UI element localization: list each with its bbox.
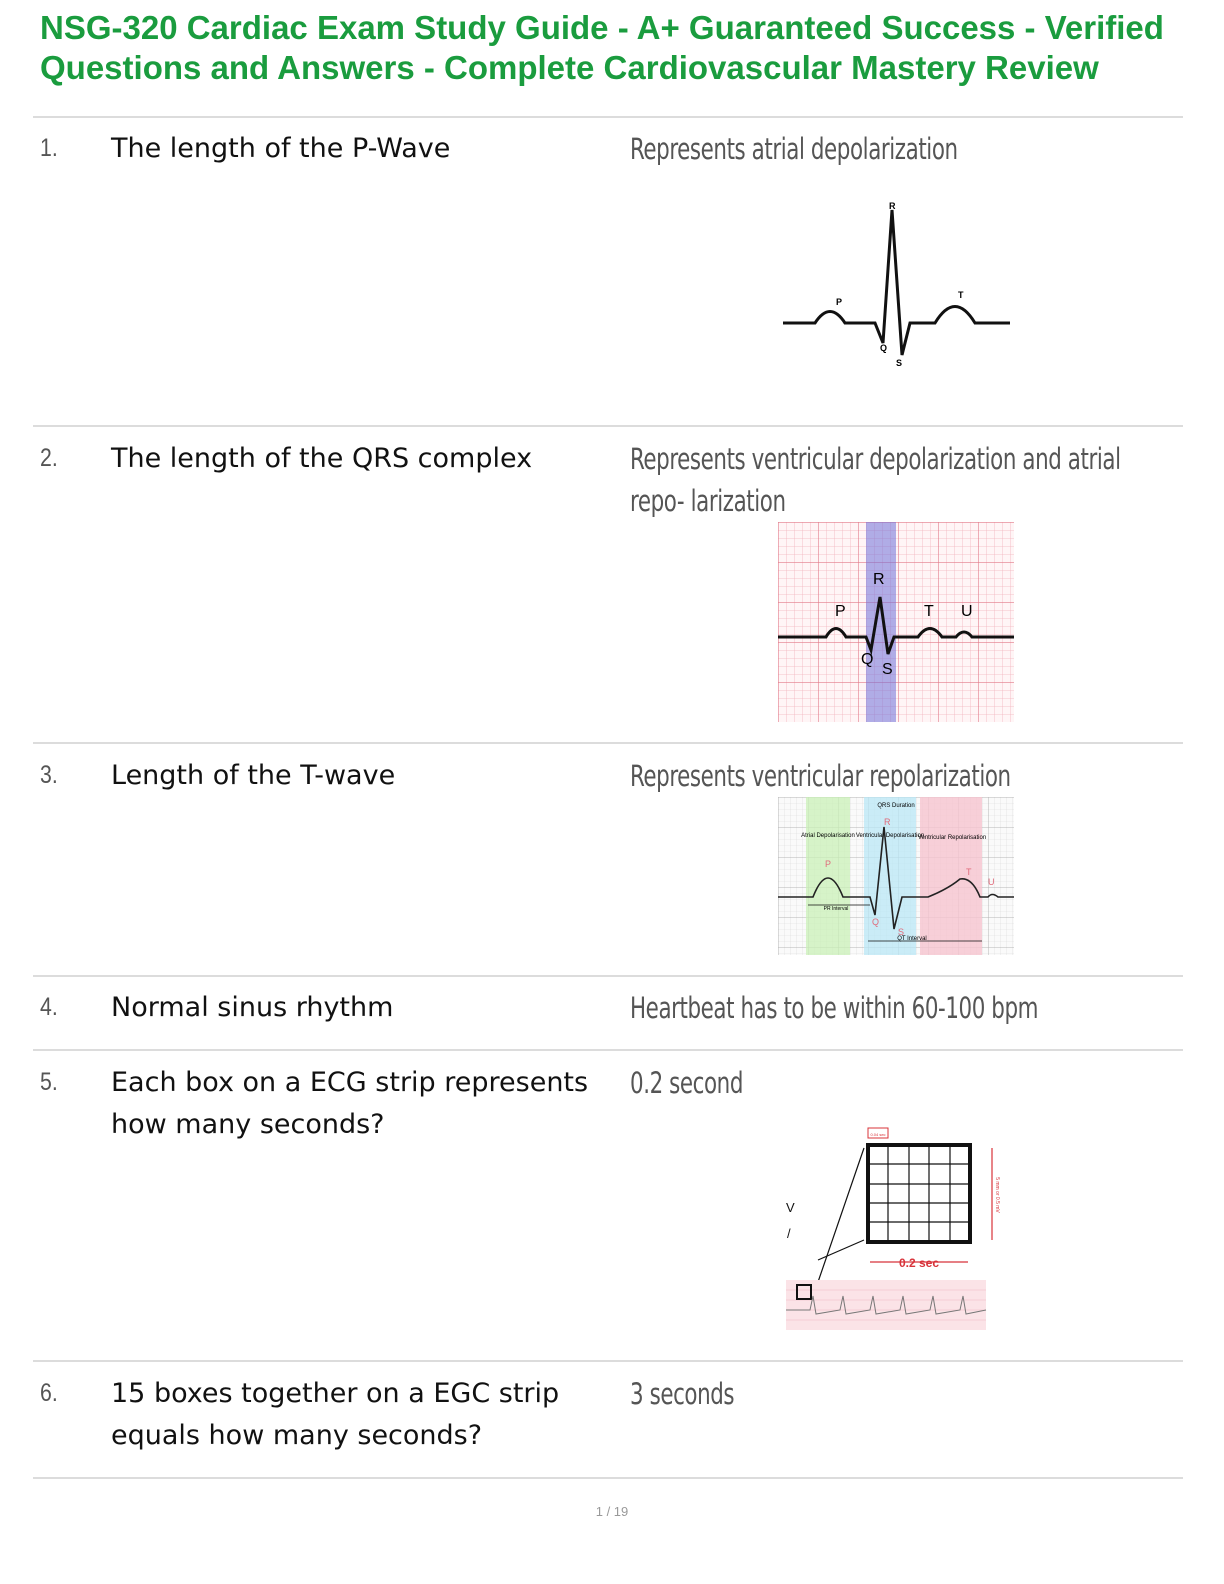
label-p: P <box>825 859 832 869</box>
question-text: The length of the QRS complex <box>111 443 533 474</box>
divider <box>33 742 1183 744</box>
label-slash: / <box>787 1226 791 1241</box>
label-s: S <box>882 661 893 678</box>
qrs-highlight <box>866 522 896 722</box>
item-number: 2. <box>40 444 58 472</box>
question-text: Normal sinus rhythm <box>111 992 394 1023</box>
label-r: R <box>889 201 896 211</box>
divider <box>33 975 1183 977</box>
answer-text: 0.2 second <box>630 1066 744 1100</box>
document-title: NSG-320 Cardiac Exam Study Guide - A+ Guaranteed Success - Verified Questions and Answers - Complete Cardiovascular Mastery Review <box>40 9 1164 86</box>
label-u: U <box>961 603 973 620</box>
page-number: 1 / 19 <box>595 1504 629 1519</box>
ecg-intervals-figure <box>778 797 1014 955</box>
qrs-duration-label: QRS Duration <box>877 803 915 809</box>
ventricular-repol-label: Ventricular Repolarisation <box>917 835 987 841</box>
answer-text: Heartbeat has to be within 60-100 bpm <box>630 991 1039 1025</box>
answer-text: Represents ventricular depolarization and atrial repo- larization <box>630 442 1121 518</box>
question-text: 15 boxes together on a EGC strip equals how many seconds? <box>111 1378 560 1451</box>
label-p: P <box>836 297 843 307</box>
answer-text: Represents atrial depolarization <box>630 132 958 166</box>
label-r: R <box>873 571 885 588</box>
ecg-grid-figure <box>778 522 1014 722</box>
question-text: The length of the P-Wave <box>111 133 451 164</box>
large-box <box>868 1145 970 1242</box>
label-t: T <box>924 603 934 620</box>
qt-interval-label: QT Interval <box>897 936 927 942</box>
label-s: S <box>898 927 905 937</box>
ecg-trace <box>783 210 1010 355</box>
small-box-label: 0.04 sec <box>870 1132 886 1137</box>
label-t: T <box>966 867 972 877</box>
item-number: 3. <box>40 761 58 789</box>
divider <box>33 1049 1183 1051</box>
label-u: U <box>988 877 995 887</box>
divider <box>33 1360 1183 1362</box>
atrial-label: Atrial Depolarisation <box>801 833 855 839</box>
label-q: Q <box>880 343 888 353</box>
item-number: 6. <box>40 1379 58 1407</box>
ecg-waveform-figure <box>775 195 1015 405</box>
pr-interval-label: PR Interval <box>823 906 849 912</box>
question-text: Length of the T-wave <box>111 760 396 791</box>
item-number: 4. <box>40 993 58 1021</box>
label-q: Q <box>872 917 880 927</box>
ventricular-depol-label: Ventricular Depolarisation <box>855 833 925 839</box>
label-p: P <box>835 603 846 620</box>
box-duration-label: 0.2 sec <box>898 1256 940 1270</box>
answer-text: Represents ventricular repolarization <box>630 759 1011 793</box>
atrial-band <box>806 797 850 955</box>
item-number: 1. <box>40 134 58 162</box>
label-t: T <box>958 290 964 300</box>
label-r: R <box>884 817 891 827</box>
voltage-label: 5 mm or 0.5 mV <box>994 1177 1000 1213</box>
divider <box>33 1477 1183 1479</box>
divider <box>33 425 1183 427</box>
question-text: Each box on a ECG strip represents how many seconds? <box>111 1067 589 1140</box>
divider <box>33 116 1183 118</box>
ecg-box-figure <box>780 1120 1010 1335</box>
label-v: V <box>786 1200 795 1215</box>
ventricular-repol-band <box>920 797 982 955</box>
label-s: S <box>896 358 903 368</box>
item-number: 5. <box>40 1068 58 1096</box>
label-q: Q <box>861 651 874 668</box>
answer-text: 3 seconds <box>630 1377 735 1411</box>
